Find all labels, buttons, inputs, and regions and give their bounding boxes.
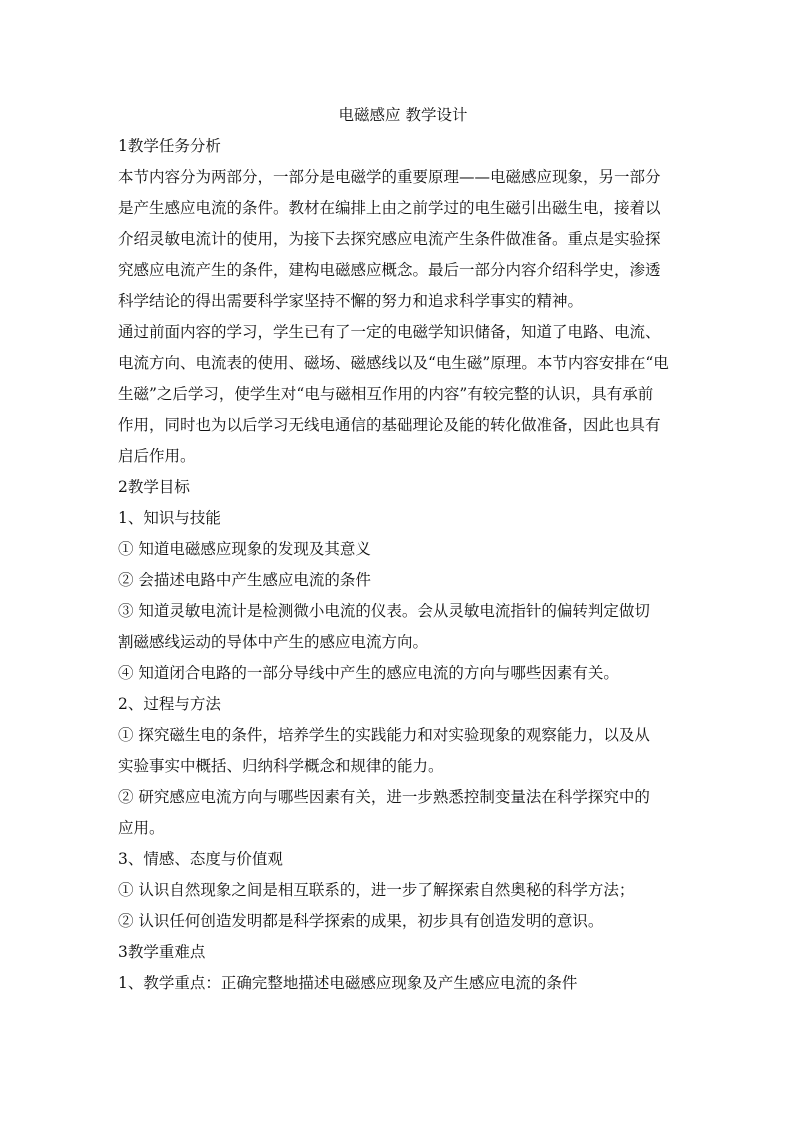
list-item: ② 研究感应电流方向与哪些因素有关，进一步熟悉控制变量法在科学探究中的 bbox=[118, 788, 650, 806]
section-heading-1: 1教学任务分析 bbox=[118, 137, 221, 155]
list-item: ④ 知道闭合电路的一部分导线中产生的感应电流的方向与哪些因素有关。 bbox=[118, 664, 619, 682]
paragraph-line: 本节内容分为两部分，一部分是电磁学的重要原理——电磁感应现象，另一部分 bbox=[118, 168, 661, 186]
list-item: 割磁感线运动的导体中产生的感应电流方向。 bbox=[118, 633, 429, 651]
document-body bbox=[118, 100, 678, 999]
paragraph-task-analysis-1 bbox=[118, 162, 678, 317]
list-item: ① 知道电磁感应现象的发现及其意义 bbox=[118, 540, 371, 558]
paragraph-line: 介绍灵敏电流计的使用，为接下去探究感应电流产生条件做准备。重点是实验探 bbox=[118, 230, 661, 248]
section-heading-3: 3教学重难点 bbox=[118, 943, 206, 961]
paragraph-task-analysis-2 bbox=[118, 317, 678, 472]
list-item: ① 探究磁生电的条件，培养学生的实践能力和对实验现象的观察能力，以及从 bbox=[118, 726, 650, 744]
list-process-methods bbox=[118, 720, 678, 844]
list-item: ③ 知道灵敏电流计是检测微小电流的仪表。会从灵敏电流指针的偏转判定做切 bbox=[118, 602, 650, 620]
paragraph-line: 生磁”之后学习，使学生对“电与磁相互作用的内容”有较完整的认识，具有承前 bbox=[118, 385, 654, 403]
paragraph-line: 科学结论的得出需要科学家坚持不懈的努力和追求科学事实的精神。 bbox=[118, 292, 584, 310]
teaching-focus: 1、教学重点：正确完整地描述电磁感应现象及产生感应电流的条件 bbox=[118, 974, 578, 992]
page-title: 电磁感应 教学设计 bbox=[338, 106, 468, 124]
paragraph-line: 是产生感应电流的条件。教材在编排上由之前学过的电生磁引出磁生电，接着以 bbox=[118, 199, 661, 217]
list-knowledge-skills bbox=[118, 534, 678, 689]
section-heading-2: 2教学目标 bbox=[118, 478, 190, 496]
list-item: ① 认识自然现象之间是相互联系的，进一步了解探索自然奥秘的科学方法； bbox=[118, 881, 635, 899]
list-item: 实验事实中概括、归纳科学概念和规律的能力。 bbox=[118, 757, 444, 775]
subheading-emotion-values: 3、情感、态度与价值观 bbox=[118, 850, 283, 868]
paragraph-line: 究感应电流产生的条件，建构电磁感应概念。最后一部分内容介绍科学史，渗透 bbox=[118, 261, 661, 279]
paragraph-line: 通过前面内容的学习，学生已有了一定的电磁学知识储备，知道了电路、电流、 bbox=[118, 323, 661, 341]
subheading-process-methods: 2、过程与方法 bbox=[118, 695, 221, 713]
paragraph-line: 作用，同时也为以后学习无线电通信的基础理论及能的转化做准备，因此也具有 bbox=[118, 416, 661, 434]
paragraph-line: 电流方向、电流表的使用、磁场、磁感线以及“电生磁”原理。本节内容安排在“电 bbox=[118, 354, 669, 372]
subheading-knowledge-skills: 1、知识与技能 bbox=[118, 509, 221, 527]
list-item: ② 认识任何创造发明都是科学探索的成果，初步具有创造发明的意识。 bbox=[118, 912, 604, 930]
list-item: ② 会描述电路中产生感应电流的条件 bbox=[118, 571, 371, 589]
paragraph-line: 启后作用。 bbox=[118, 447, 196, 465]
list-emotion-values bbox=[118, 875, 678, 937]
list-item: 应用。 bbox=[118, 819, 165, 837]
